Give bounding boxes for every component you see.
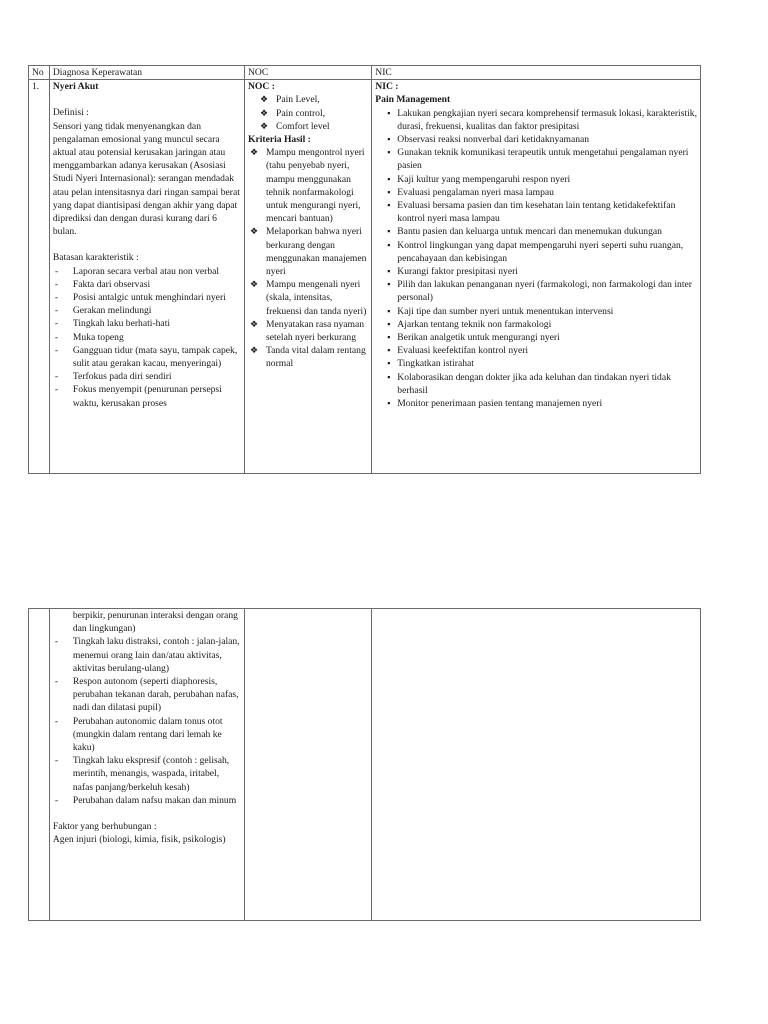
list-item: ❖ Pain Level, — [248, 93, 368, 106]
table-row — [29, 80, 701, 474]
list-item: ❖ Melaporkan bahwa nyeri berkurang dengan menggunakan manajemen nyeri — [248, 225, 368, 278]
list-item: ▪ Kaji tipe dan sumber nyeri untuk menentukan intervensi — [375, 305, 697, 318]
list-item: ▪ Evaluasi keefektifan kontrol nyeri — [375, 344, 697, 357]
diagnosis-cell — [49, 80, 244, 474]
list-item: - Gangguan tidur (mata sayu, tampak capek, sulit atau gerakan kacau, menyeringai) — [53, 344, 241, 370]
list-item: ▪ Kolaborasikan dengan dokter jika ada keluhan dan tindakan nyeri tidak berhasil — [375, 371, 697, 397]
list-item: ❖ Comfort level — [248, 120, 368, 133]
list-item: ▪ Monitor penerimaan pasien tentang manajemen nyeri — [375, 397, 697, 410]
list-item: ▪ Kurangi faktor presipitasi nyeri — [375, 265, 697, 278]
list-item: ❖ Mampu mengontrol nyeri (tahu penyebab nyeri, mampu menggunakan tehnik nonfarmakologi untuk mengurangi nyeri, mencari bantuan) — [248, 146, 368, 225]
noc-cell-empty — [244, 609, 371, 921]
list-item: ▪ Kaji kultur yang mempengaruhi respon nyeri — [375, 173, 697, 186]
list-item: ▪ Gunakan teknik komunikasi terapeutik untuk mengetahui pengalaman nyeri pasien — [375, 146, 697, 172]
nic-list — [375, 107, 697, 411]
criteria-label: Kriteria Hasil : — [247, 134, 311, 146]
characteristics-list — [53, 265, 241, 410]
list-item: ▪ Observasi reaksi nonverbal dari ketidaknyamanan — [375, 133, 697, 146]
characteristics-continued: berpikir, penurunan interaksi dengan orang dan lingkungan) — [72, 610, 238, 635]
list-item: - Perubahan autonomic dalam tonus otot (mungkin dalam rentang dari lemah ke kaku) — [53, 715, 241, 755]
related-factors-text: Agen injuri (biologi, kimia, fisik, psikologis) — [52, 834, 226, 846]
diagnosis-title: Nyeri Akut — [52, 81, 99, 93]
nic-label: NIC : — [375, 81, 399, 93]
list-item: ▪ Ajarkan tentang teknik non farmakologi — [375, 318, 697, 331]
list-item: - Fokus menyempit (penurunan persepsi waktu, kerusakan proses — [53, 383, 241, 409]
list-item: - Terfokus pada diri sendiri — [53, 370, 241, 383]
related-factors-label: Faktor yang berhubungan : — [52, 821, 157, 833]
characteristics-label: Batasan karakteristik : — [52, 252, 139, 264]
list-item: - Laporan secara verbal atau non verbal — [53, 265, 241, 278]
noc-cell — [244, 80, 371, 474]
list-item: ❖ Tanda vital dalam rentang normal — [248, 344, 368, 370]
list-item: ▪ Evaluasi bersama pasien dan tim kesehatan lain tentang ketidakefektifan kontrol nyeri masa lampau — [375, 199, 697, 225]
table-header-row — [29, 66, 701, 80]
list-item: ❖ Mampu mengenali nyeri (skala, intensitas, frekuensi dan tanda nyeri) — [248, 278, 368, 318]
list-item: ▪ Berikan analgetik untuk mengurangi nyeri — [375, 331, 697, 344]
row-number-empty — [29, 609, 50, 921]
list-item: - Muka topeng — [53, 331, 241, 344]
criteria-list — [248, 146, 368, 370]
list-item: - Tingkah laku distraksi, contoh : jalan-jalan, menemui orang lain dan/atau aktivitas, aktivitas berulang-ulang) — [53, 635, 241, 675]
list-item: ❖ Pain control, — [248, 107, 368, 120]
list-item: ▪ Evaluasi pengalaman nyeri masa lampau — [375, 186, 697, 199]
header-diagnosis: Diagnosa Keperawatan — [49, 66, 244, 80]
definition-text: Sensori yang tidak menyenangkan dan pengalaman emosional yang muncul secara aktual atau potensial kerusakan jaringan atau menggambarkan adanya kerusakan (Asosiasi Studi Nyeri Internasional): serangan mendadak atau pelan intensitasnya dari ringan sampai berat yang dapat diantisipasi dengan akhir yang dapat diprediksi dan dengan durasi kurang dari 6 bulan. — [52, 120, 240, 238]
list-item: ▪ Bantu pasien dan keluarga untuk mencari dan menemukan dukungan — [375, 225, 697, 238]
list-item: - Fakta dari observasi — [53, 278, 241, 291]
care-plan-table-page1 — [28, 65, 701, 474]
list-item: - Gerakan melindungi — [53, 304, 241, 317]
list-item: ▪ Pilih dan lakukan penanganan nyeri (farmakologi, non farmakologi dan inter personal) — [375, 278, 697, 304]
table-row — [29, 609, 701, 921]
header-noc: NOC — [244, 66, 371, 80]
list-item: - Perubahan dalam nafsu makan dan minum — [53, 794, 241, 807]
list-item: - Tingkah laku berhati-hati — [53, 317, 241, 330]
list-item: ▪ Kontrol lingkungan yang dapat mempengaruhi nyeri seperti suhu ruangan, pencahayaan dan kebisingan — [375, 239, 697, 265]
list-item: ▪ Lakukan pengkajian nyeri secara komprehensif termasuk lokasi, karakteristik, durasi, frekuensi, kualitas dan faktor presipitasi — [375, 107, 697, 133]
characteristics-list-continued — [53, 635, 241, 807]
row-number: 1. — [29, 80, 50, 474]
list-item: - Tingkah laku ekspresif (contoh : gelisah, merintih, menangis, waspada, iritabel, nafas panjang/berkeluh kesah) — [53, 754, 241, 794]
nic-cell-empty — [372, 609, 701, 921]
noc-label: NOC : — [247, 81, 275, 93]
list-item: - Respon autonom (seperti diaphoresis, perubahan tekanan darah, perubahan nafas, nadi dan dilatasi pupil) — [53, 675, 241, 715]
header-no: No — [29, 66, 50, 80]
list-item: ▪ Tingkatkan istirahat — [375, 357, 697, 370]
definition-label: Definisi : — [52, 107, 89, 119]
header-nic: NIC — [372, 66, 701, 80]
diagnosis-cell-continued — [49, 609, 244, 921]
nic-title: Pain Management — [375, 94, 451, 106]
list-item: ❖ Menyatakan rasa nyaman setelah nyeri berkurang — [248, 318, 368, 344]
care-plan-table-page2 — [28, 608, 701, 921]
noc-list — [248, 93, 368, 133]
nic-cell — [372, 80, 701, 474]
list-item: - Posisi antalgic untuk menghindari nyeri — [53, 291, 241, 304]
